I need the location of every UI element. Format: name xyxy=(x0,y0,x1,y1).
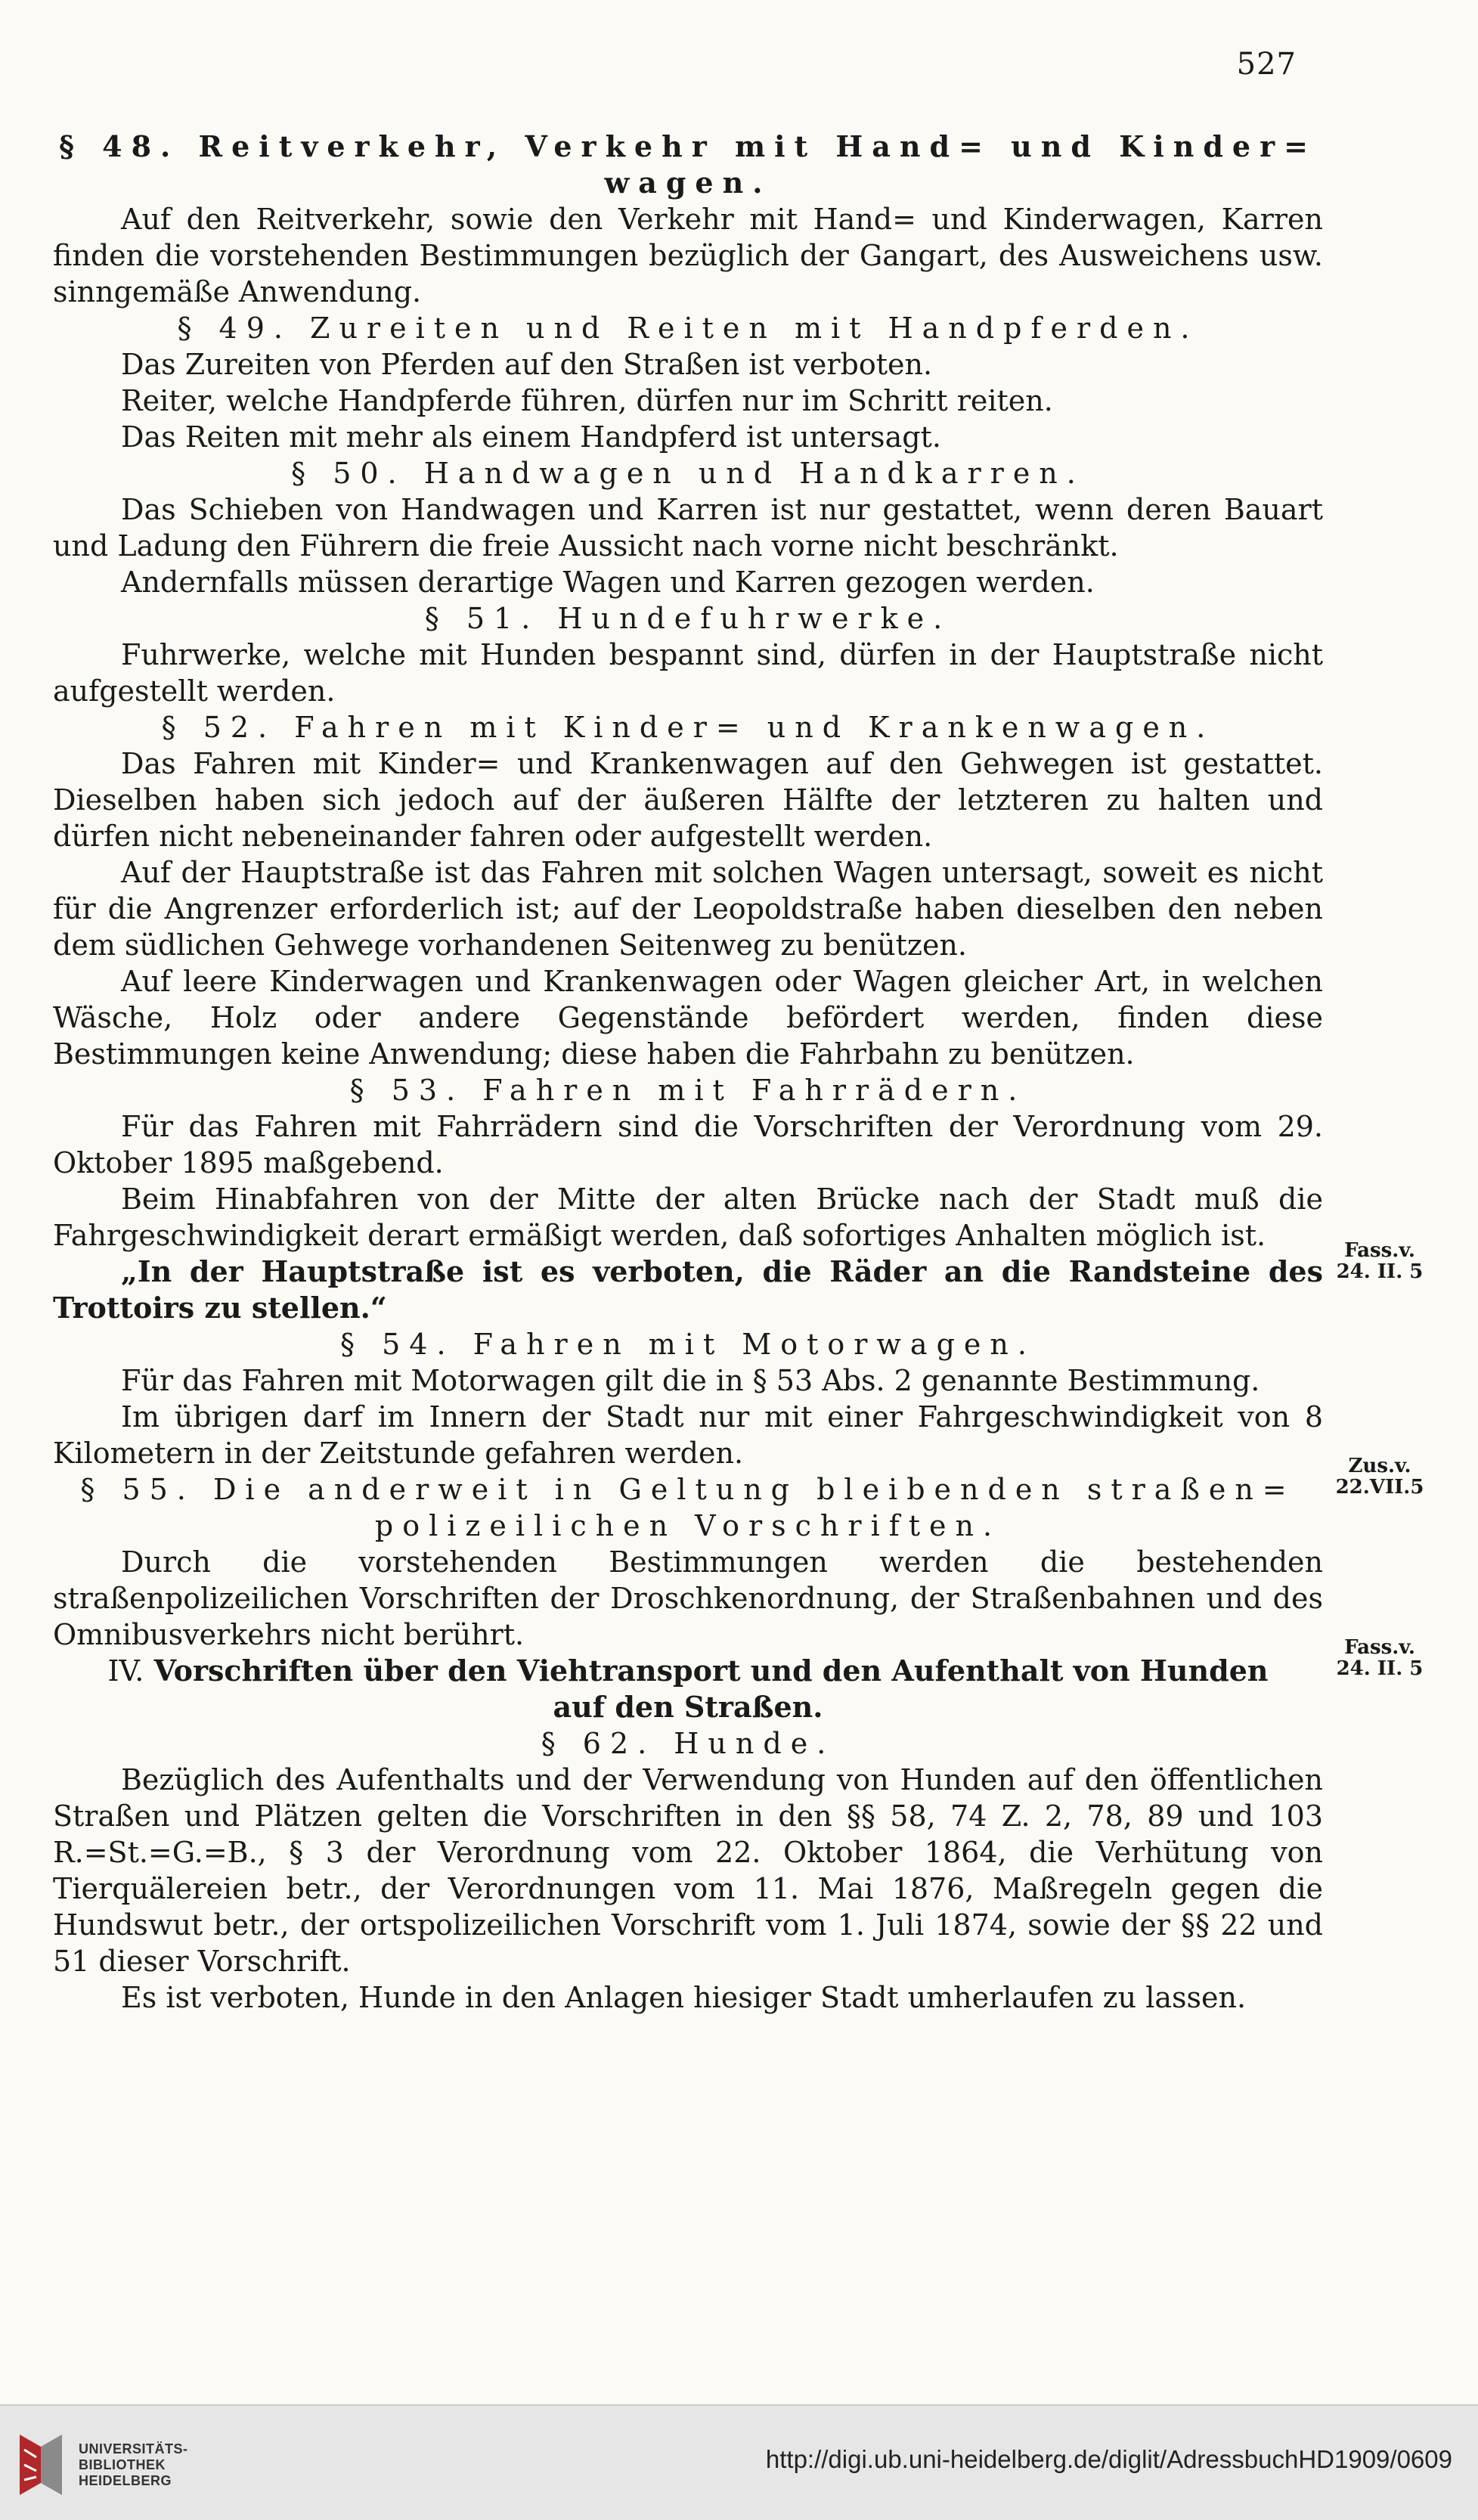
section-55-title: § 55. Die anderweit in Geltung bleibenden straßen= xyxy=(80,1473,1296,1506)
section-53-title: § 53. Fahren mit Fahrrädern. xyxy=(349,1074,1027,1107)
section-62-paragraph-2: Es ist verboten, Hunde in den Anlagen hiesiger Stadt umherlaufen zu lassen. xyxy=(121,1981,1247,2014)
section-54-paragraph-1: Für das Fahren mit Motorwagen gilt die in § 53 Abs. 2 genannte Bestimmung. xyxy=(121,1364,1260,1397)
section-49-paragraph-2: Reiter, welche Handpferde führen, dürfen nur im Schritt reiten. xyxy=(121,384,1053,417)
margin-note-3-line-2: 24. II. 5 xyxy=(1336,1657,1424,1680)
margin-note-2 xyxy=(1334,1455,1425,1498)
section-49-title: § 49. Zureiten und Reiten mit Handpferden. xyxy=(177,312,1199,345)
margin-note-1 xyxy=(1334,1240,1425,1282)
section-55-title-cont: polizeilichen Vorschriften. xyxy=(374,1509,1002,1542)
section-55-paragraph: Durch die vorstehenden Bestimmungen werden die bestehenden straßenpolizeilichen Vorschriften der Droschkenordnung, der Straßenbahnen und des Omnibusverkehrs nicht berührt. xyxy=(53,1545,1323,1651)
section-52-paragraph-2: Auf der Hauptstraße ist das Fahren mit solchen Wagen untersagt, soweit es nicht für die Angrenzer erforderlich ist; auf der Leopoldstraße haben dieselben den neben dem südlichen Gehwege vorhandenen Seitenweg zu benützen. xyxy=(53,856,1323,962)
section-52-paragraph-1: Das Fahren mit Kinder= und Krankenwagen auf den Gehwegen ist gestattet. Dieselben haben sich jedoch auf der äußeren Hälfte der letzteren zu halten und dürfen nicht nebeneinander fahren oder aufgestellt werden. xyxy=(53,747,1323,853)
section-49-paragraph-1: Das Zureiten von Pferden auf den Straßen ist verboten. xyxy=(121,348,933,381)
library-name-line-3: HEIDELBERG xyxy=(79,2472,172,2488)
margin-note-1-line-2: 24. II. 5 xyxy=(1336,1260,1424,1283)
section-48-paragraph: Auf den Reitverkehr, sowie den Verkehr mit Hand= und Kinderwagen, Karren finden die vorstehenden Bestimmungen bezüglich der Gangart, des Ausweichens usw. sinngemäße Anwendung. xyxy=(53,203,1323,308)
library-name xyxy=(79,2441,188,2489)
section-48-title-cont: wagen. xyxy=(604,166,772,200)
section-52-paragraph-3: Auf leere Kinderwagen und Krankenwagen oder Wagen gleicher Art, in welchen Wäsche, Holz oder andere Gegenstände befördert werden, finden diese Bestimmungen keine Anwendung; diese haben die Fahrbahn zu benützen. xyxy=(53,965,1323,1071)
margin-note-2-line-1: Zus.v. xyxy=(1348,1455,1411,1477)
section-53-paragraph-2: Beim Hinabfahren von der Mitte der alten Brücke nach der Stadt muß die Fahrgeschwindigkeit derart ermäßigt werden, daß sofortiges Anhalten möglich ist. xyxy=(53,1183,1323,1252)
seal-icon xyxy=(14,2427,68,2503)
section-62-paragraph-1: Bezüglich des Aufenthalts und der Verwendung von Hunden auf den öffentlichen Straßen und Plätzen gelten die Vorschriften in den §§ 58, 74 Z. 2, 78, 89 und 103 R.=St.=G.=B., § 3 der Verordnung vom 22. Oktober 1864, die Verhütung von Tierquälereien betr., der Verordnungen vom 11. Mai 1876, Maßregeln gegen die Hundswut betr., der ortspolizeilichen Vorschrift vom 1. Juli 1874, sowie der §§ 22 und 51 dieser Vorschrift. xyxy=(53,1763,1323,1978)
margin-note-3-line-1: Fass.v. xyxy=(1344,1636,1415,1659)
section-52-title: § 52. Fahren mit Kinder= und Krankenwagen. xyxy=(161,711,1215,744)
footer-bar xyxy=(0,2404,1478,2520)
page-body xyxy=(53,129,1323,2016)
section-50-paragraph-1: Das Schieben von Handwagen und Karren ist nur gestattet, wenn deren Bauart und Ladung den Führern die freie Aussicht nach vorne nicht beschränkt. xyxy=(53,493,1323,563)
margin-note-2-line-2: 22.VII.5 xyxy=(1335,1476,1424,1499)
source-url-link[interactable]: http://digi.ub.uni-heidelberg.de/diglit/AdressbuchHD1909/0609 xyxy=(765,2445,1452,2473)
part-iv-numeral: IV. xyxy=(107,1654,144,1688)
section-62-title: § 62. Hunde. xyxy=(541,1727,835,1760)
margin-note-1-line-1: Fass.v. xyxy=(1344,1239,1415,1262)
section-54-paragraph-2: Im übrigen darf im Innern der Stadt nur mit einer Fahrgeschwindigkeit von 8 Kilometern in der Zeitstunde gefahren werden. xyxy=(53,1400,1323,1470)
page-number: 527 xyxy=(1236,47,1297,82)
section-51-title: § 51. Hundefuhrwerke. xyxy=(424,602,952,635)
section-53-paragraph-1: Für das Fahren mit Fahrrädern sind die Vorschriften der Verordnung vom 29. Oktober 1895 maßgebend. xyxy=(53,1110,1323,1179)
section-50-title: § 50. Handwagen und Handkarren. xyxy=(291,457,1085,490)
part-iv-title-cont: auf den Straßen. xyxy=(553,1690,823,1724)
section-48-title: § 48. Reitverkehr, Verkehr mit Hand= und Kinder= xyxy=(59,129,1317,163)
section-54-title: § 54. Fahren mit Motorwagen. xyxy=(340,1328,1036,1361)
library-name-line-2: BIBLIOTHEK xyxy=(79,2456,166,2472)
section-53-paragraph-3: „In der Hauptstraße ist es verboten, die Räder an die Randsteine des Trottoirs zu stellen.“ xyxy=(53,1254,1323,1325)
library-logo[interactable] xyxy=(14,2427,188,2503)
section-50-paragraph-2: Andernfalls müssen derartige Wagen und Karren gezogen werden. xyxy=(121,566,1095,599)
section-49-paragraph-3: Das Reiten mit mehr als einem Handpferd ist untersagt. xyxy=(121,420,941,454)
part-iv-heading xyxy=(53,1653,1323,1689)
library-name-line-1: UNIVERSITÄTS- xyxy=(79,2441,188,2456)
part-iv-title: Vorschriften über den Viehtransport und den Aufenthalt von Hunden xyxy=(153,1654,1269,1688)
section-51-paragraph: Fuhrwerke, welche mit Hunden bespannt sind, dürfen in der Hauptstraße nicht aufgestellt werden. xyxy=(53,638,1323,708)
margin-note-3 xyxy=(1334,1637,1425,1679)
